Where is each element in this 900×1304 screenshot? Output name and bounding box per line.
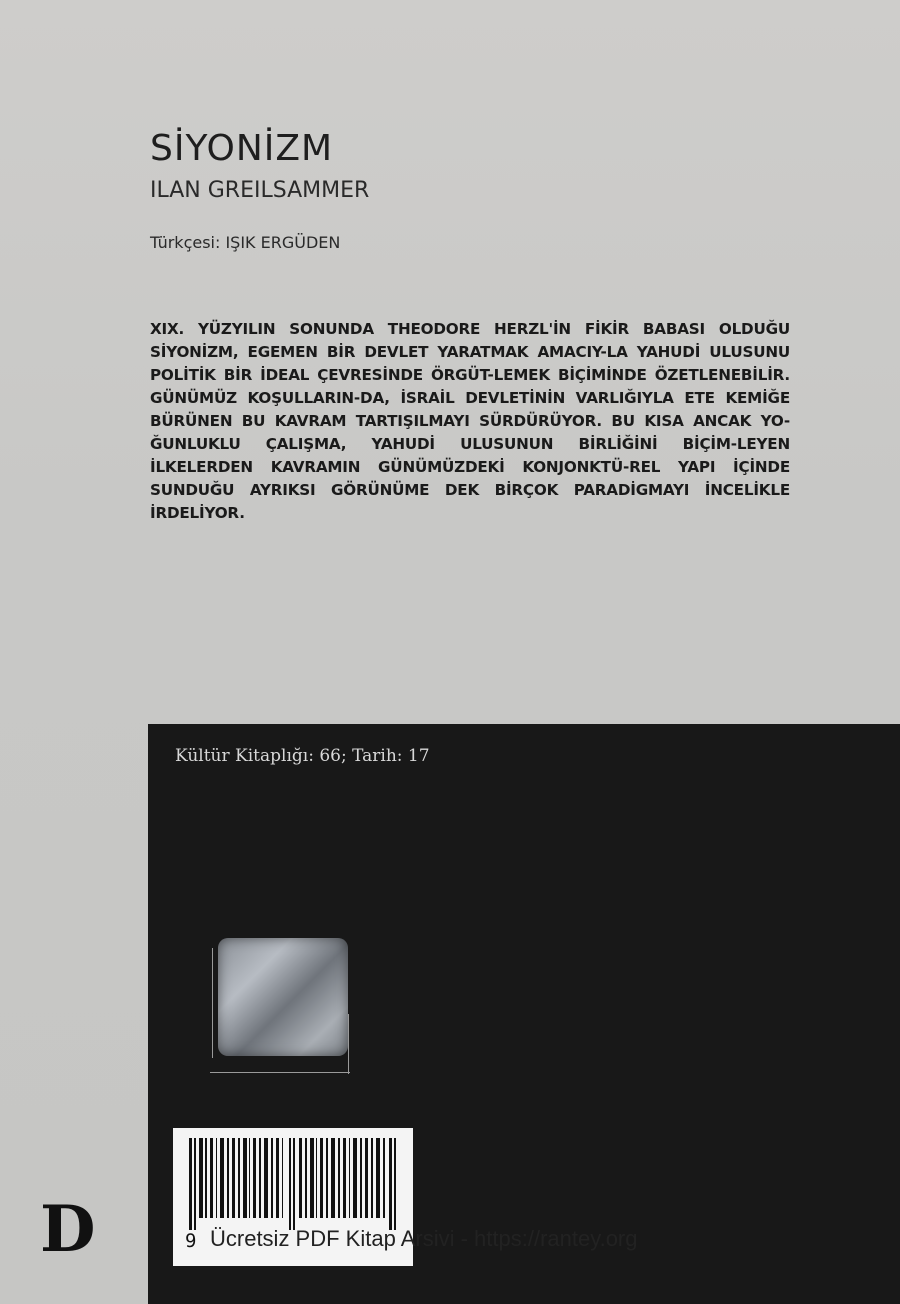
publisher-logo: D bbox=[40, 1192, 96, 1267]
book-author: ILAN GREILSAMMER bbox=[150, 178, 370, 203]
hologram-sticker-icon bbox=[218, 938, 348, 1056]
book-title: SİYONİZM bbox=[150, 128, 334, 169]
hologram-frame-line bbox=[212, 948, 213, 1058]
series-info: Kültür Kitaplığı: 66; Tarih: 17 bbox=[175, 746, 430, 766]
book-blurb: XIX. YÜZYILIN SONUNDA THEODORE HERZL'İN FİKİR BABASI OLDUĞU SİYONİZM, EGEMEN BİR DEVLET YARATMAK AMACIY-LA YAHUDİ ULUSUNU POLİTİK BİR İDEAL ÇEVRESİNDE ÖRGÜT-LEMEK BİÇİMİNDE ÖZETLENEBİLİR. GÜNÜMÜZ KOŞULLARIN-DA, İSRAİL DEVLETİNİN VARLIĞIYLA ETE KEMİĞE BÜRÜNEN BU KAVRAM TARTIŞILMAYI SÜRDÜRÜYOR. BU KISA ANCAK YO-ĞUNLUKLU ÇALIŞMA, YAHUDİ ULUSUNUN BİRLİĞİNİ BİÇİM-LEYEN İLKELERDEN KAVRAMIN GÜNÜMÜZDEKİ KONJONKTÜ-REL YAPI İÇİNDE SUNDUĞU AYRIKSI GÖRÜNÜME DEK BİRÇOK PARADİGMAYI İNCELİKLE İRDELİYOR. bbox=[150, 320, 790, 522]
translator-credit: Türkçesi: IŞIK ERGÜDEN bbox=[150, 233, 341, 252]
watermark-text: Ücretsiz PDF Kitap Arsivi - https://rantey.org bbox=[210, 1226, 638, 1251]
barcode-icon bbox=[189, 1138, 397, 1230]
hologram-frame-line bbox=[348, 1014, 349, 1074]
barcode-digits: 9 bbox=[185, 1230, 198, 1252]
hologram-frame-line bbox=[210, 1072, 350, 1073]
